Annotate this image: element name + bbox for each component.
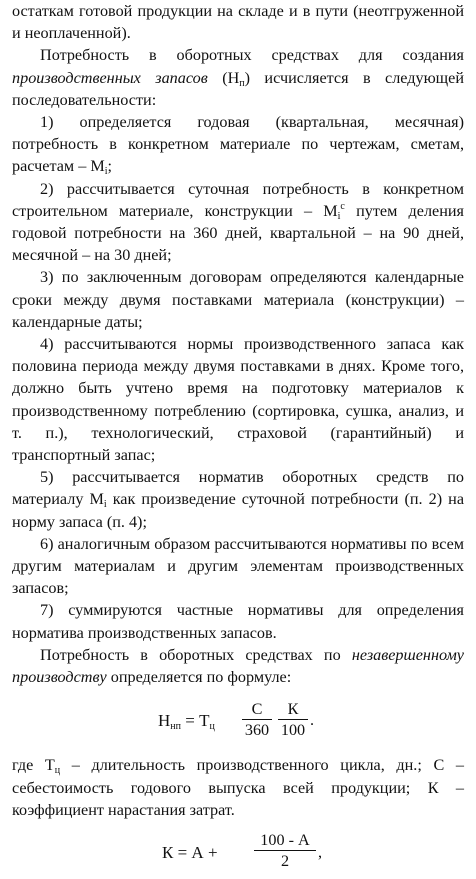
text-span: 6) аналогичным образом рассчитываются нормативы по всем другим материалам и другим элементам производственных запасов; <box>12 534 464 598</box>
list-item-1 <box>12 111 464 178</box>
fraction-numerator: С <box>251 700 263 719</box>
text-span: 3) по заключенным договорам определяются календарные сроки между двумя поставками материала (конструкции) – календарные даты; <box>12 268 464 331</box>
fraction-k-over-100 <box>278 700 308 739</box>
fraction-100-minus-a-over-2 <box>254 831 316 870</box>
fraction-c-over-360 <box>242 700 272 739</box>
list-item-5 <box>12 466 464 533</box>
formula-symbol: Н <box>158 711 171 731</box>
list-item-4 <box>12 333 464 466</box>
emphasis-term: производственных запасов <box>12 68 208 87</box>
text-span: – длительность производственного цикла, дн.; С – себестоимость годового выпуска всей продукции; К – коэффициент нарастания затрат. <box>12 756 464 819</box>
formula-period: . <box>310 711 315 730</box>
subscript: нп <box>170 721 181 733</box>
formula-cost-growth <box>12 827 464 879</box>
subscript: i <box>104 166 108 178</box>
text-span: ) исчисляется в следующей последовательности: <box>12 68 464 109</box>
emphasis-term: незавершенному производству <box>12 645 464 687</box>
text-span: путем деления годовой потребности на 360 дней, квартальной – на 90 дней, месячной – на 30 дней; <box>12 201 464 265</box>
paragraph-wip <box>12 644 464 688</box>
fraction-bar <box>254 850 316 851</box>
formula-comma: , <box>318 842 323 861</box>
list-item-7 <box>12 599 464 643</box>
text-span: 1) определяется годовая (квартальная, месячная) потребность в конкретном материале по чертежам, сметам, расчетам – М <box>12 113 464 176</box>
fraction-denominator: 360 <box>244 721 270 740</box>
subscript: п <box>239 77 245 89</box>
text-span: остаткам готовой продукции на складе и в пути (неотгруженной и неоплаченной). <box>12 2 464 43</box>
text-span: определяется по формуле: <box>106 668 292 687</box>
paragraph-continuation <box>12 0 464 44</box>
subscript: ц <box>54 765 61 777</box>
text-span: 5) рассчитывается норматив оборотных средств по материалу М <box>12 468 464 509</box>
document-page <box>12 0 464 879</box>
subscript: ц <box>209 721 215 733</box>
list-item-3 <box>12 266 464 333</box>
list-item-2 <box>12 178 464 267</box>
paragraph-production-stocks <box>12 44 464 111</box>
list-item-6 <box>12 533 464 600</box>
text-span: Потребность в оборотных средствах для создания <box>40 46 464 65</box>
text-span: 7) суммируются частные нормативы для определения норматива производственных запасов. <box>12 601 464 642</box>
text-span: где Т <box>12 756 55 775</box>
fraction-denominator: 2 <box>280 851 290 870</box>
formula-lhs <box>158 711 215 731</box>
fraction-bar <box>278 719 308 720</box>
formula-wip-norm <box>12 694 464 750</box>
text-span: ; <box>107 157 113 176</box>
text-span: 2) рассчитывается суточная потребность в конкретном строительном материале, конструкции – М <box>12 179 464 220</box>
subscript: i <box>103 499 107 511</box>
text-span: как произведение суточной потребности (п. 2) на норму запаса (п. 4); <box>12 490 464 531</box>
fraction-numerator: 100 - А <box>260 830 310 849</box>
formula-symbol: = Т <box>180 711 210 731</box>
text-span: 4) рассчитываются нормы производственного запаса как половина периода между двумя поставками в днях. Кроме того, должно быть учтено время на подготовку материалов к производственному потреблению (сортировка, сушка, анализ, и т. п.), технологический, страховой (гарантийный) и транспортный запас; <box>12 335 464 465</box>
formula-lhs: К = А + <box>162 842 218 862</box>
text-span: Потребность в оборотных средствах по <box>40 645 352 664</box>
subscript: i <box>337 210 341 222</box>
text-span: (Н <box>207 68 240 87</box>
fraction-numerator: К <box>287 700 299 719</box>
superscript: с <box>340 200 345 212</box>
fraction-bar <box>242 719 272 720</box>
paragraph-definitions <box>12 754 464 821</box>
fraction-denominator: 100 <box>280 721 306 740</box>
